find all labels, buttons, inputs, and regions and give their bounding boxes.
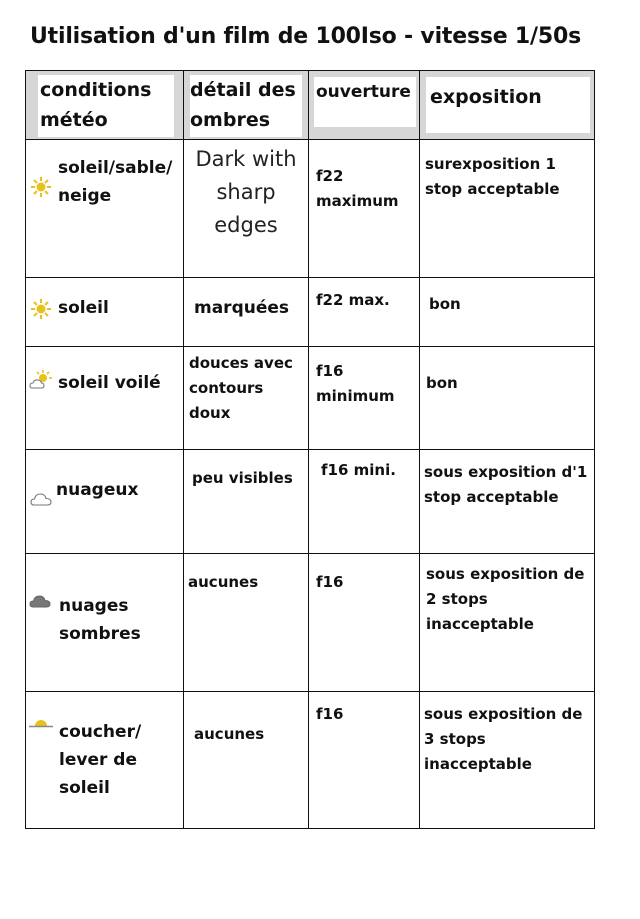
table-row bbox=[26, 278, 595, 347]
exposition-label: bon bbox=[426, 374, 458, 392]
ouverture-label: f16 mini. bbox=[321, 461, 396, 479]
ouverture-cell bbox=[309, 278, 420, 347]
condition-cell bbox=[26, 554, 184, 692]
table-row bbox=[26, 692, 595, 829]
ouverture-label: f22 maximum bbox=[316, 167, 399, 210]
exposition-label: sous exposition d'1 stop acceptable bbox=[424, 463, 588, 506]
sun-icon bbox=[30, 176, 52, 198]
ouverture-label: f16 bbox=[316, 705, 344, 723]
exposition-label: sous exposition de 3 stops inacceptable bbox=[424, 705, 583, 773]
sunset-icon bbox=[28, 718, 54, 732]
detail-cell bbox=[184, 692, 309, 829]
ouverture-cell bbox=[309, 554, 420, 692]
exposition-label: sous exposition de 2 stops inacceptable bbox=[426, 565, 585, 633]
condition-label: soleil voilé bbox=[58, 373, 161, 393]
exposition-cell bbox=[420, 450, 595, 554]
header-conditions-label: conditions météo bbox=[38, 75, 174, 137]
table-row bbox=[26, 140, 595, 278]
condition-cell bbox=[26, 347, 184, 450]
condition-cell bbox=[26, 140, 184, 278]
header-ouverture-label: ouverture bbox=[314, 77, 416, 127]
sun-cloud-icon bbox=[29, 369, 53, 391]
detail-cell bbox=[184, 450, 309, 554]
condition-label: coucher/ lever de soleil bbox=[59, 722, 142, 798]
sun-icon bbox=[30, 298, 52, 320]
header-exposition bbox=[420, 71, 595, 140]
cloud-outline-icon bbox=[30, 492, 52, 506]
header-ouverture bbox=[309, 71, 420, 140]
page-title: Utilisation d'un film de 100Iso - vitesse 1/50s bbox=[30, 24, 581, 49]
exposition-cell bbox=[420, 554, 595, 692]
detail-label: aucunes bbox=[194, 725, 265, 743]
condition-label: soleil bbox=[58, 298, 109, 318]
header-row bbox=[26, 71, 595, 140]
condition-label: nuageux bbox=[56, 480, 139, 500]
ouverture-cell bbox=[309, 450, 420, 554]
header-detail-label: détail des ombres bbox=[190, 75, 302, 137]
ouverture-label: f16 bbox=[316, 573, 344, 591]
condition-cell bbox=[26, 692, 184, 829]
dark-cloud-icon bbox=[29, 594, 51, 608]
exposition-cell bbox=[420, 278, 595, 347]
ouverture-cell bbox=[309, 347, 420, 450]
exposition-cell bbox=[420, 347, 595, 450]
detail-cell bbox=[184, 140, 309, 278]
header-detail bbox=[184, 71, 309, 140]
detail-cell bbox=[184, 347, 309, 450]
exposition-cell bbox=[420, 692, 595, 829]
detail-label: marquées bbox=[194, 298, 290, 318]
exposition-label: surexposition 1 stop acceptable bbox=[425, 155, 560, 198]
detail-label: Dark with sharp edges bbox=[195, 147, 297, 237]
header-exposition-label: exposition bbox=[426, 77, 590, 133]
detail-cell bbox=[184, 554, 309, 692]
condition-cell bbox=[26, 278, 184, 347]
header-conditions bbox=[26, 71, 184, 140]
ouverture-label: f22 max. bbox=[316, 291, 390, 309]
table-row bbox=[26, 347, 595, 450]
table-row bbox=[26, 554, 595, 692]
exposure-table bbox=[25, 70, 595, 829]
detail-cell bbox=[184, 278, 309, 347]
table-row bbox=[26, 450, 595, 554]
detail-label: peu visibles bbox=[192, 469, 293, 487]
detail-label: douces avec contours doux bbox=[189, 354, 293, 422]
exposition-cell bbox=[420, 140, 595, 278]
ouverture-label: f16 minimum bbox=[316, 362, 395, 405]
ouverture-cell bbox=[309, 140, 420, 278]
condition-cell bbox=[26, 450, 184, 554]
condition-label: nuages sombres bbox=[59, 596, 141, 644]
detail-label: aucunes bbox=[188, 573, 259, 591]
ouverture-cell bbox=[309, 692, 420, 829]
exposition-label: bon bbox=[429, 295, 461, 313]
condition-label: soleil/sable/ neige bbox=[58, 158, 173, 206]
